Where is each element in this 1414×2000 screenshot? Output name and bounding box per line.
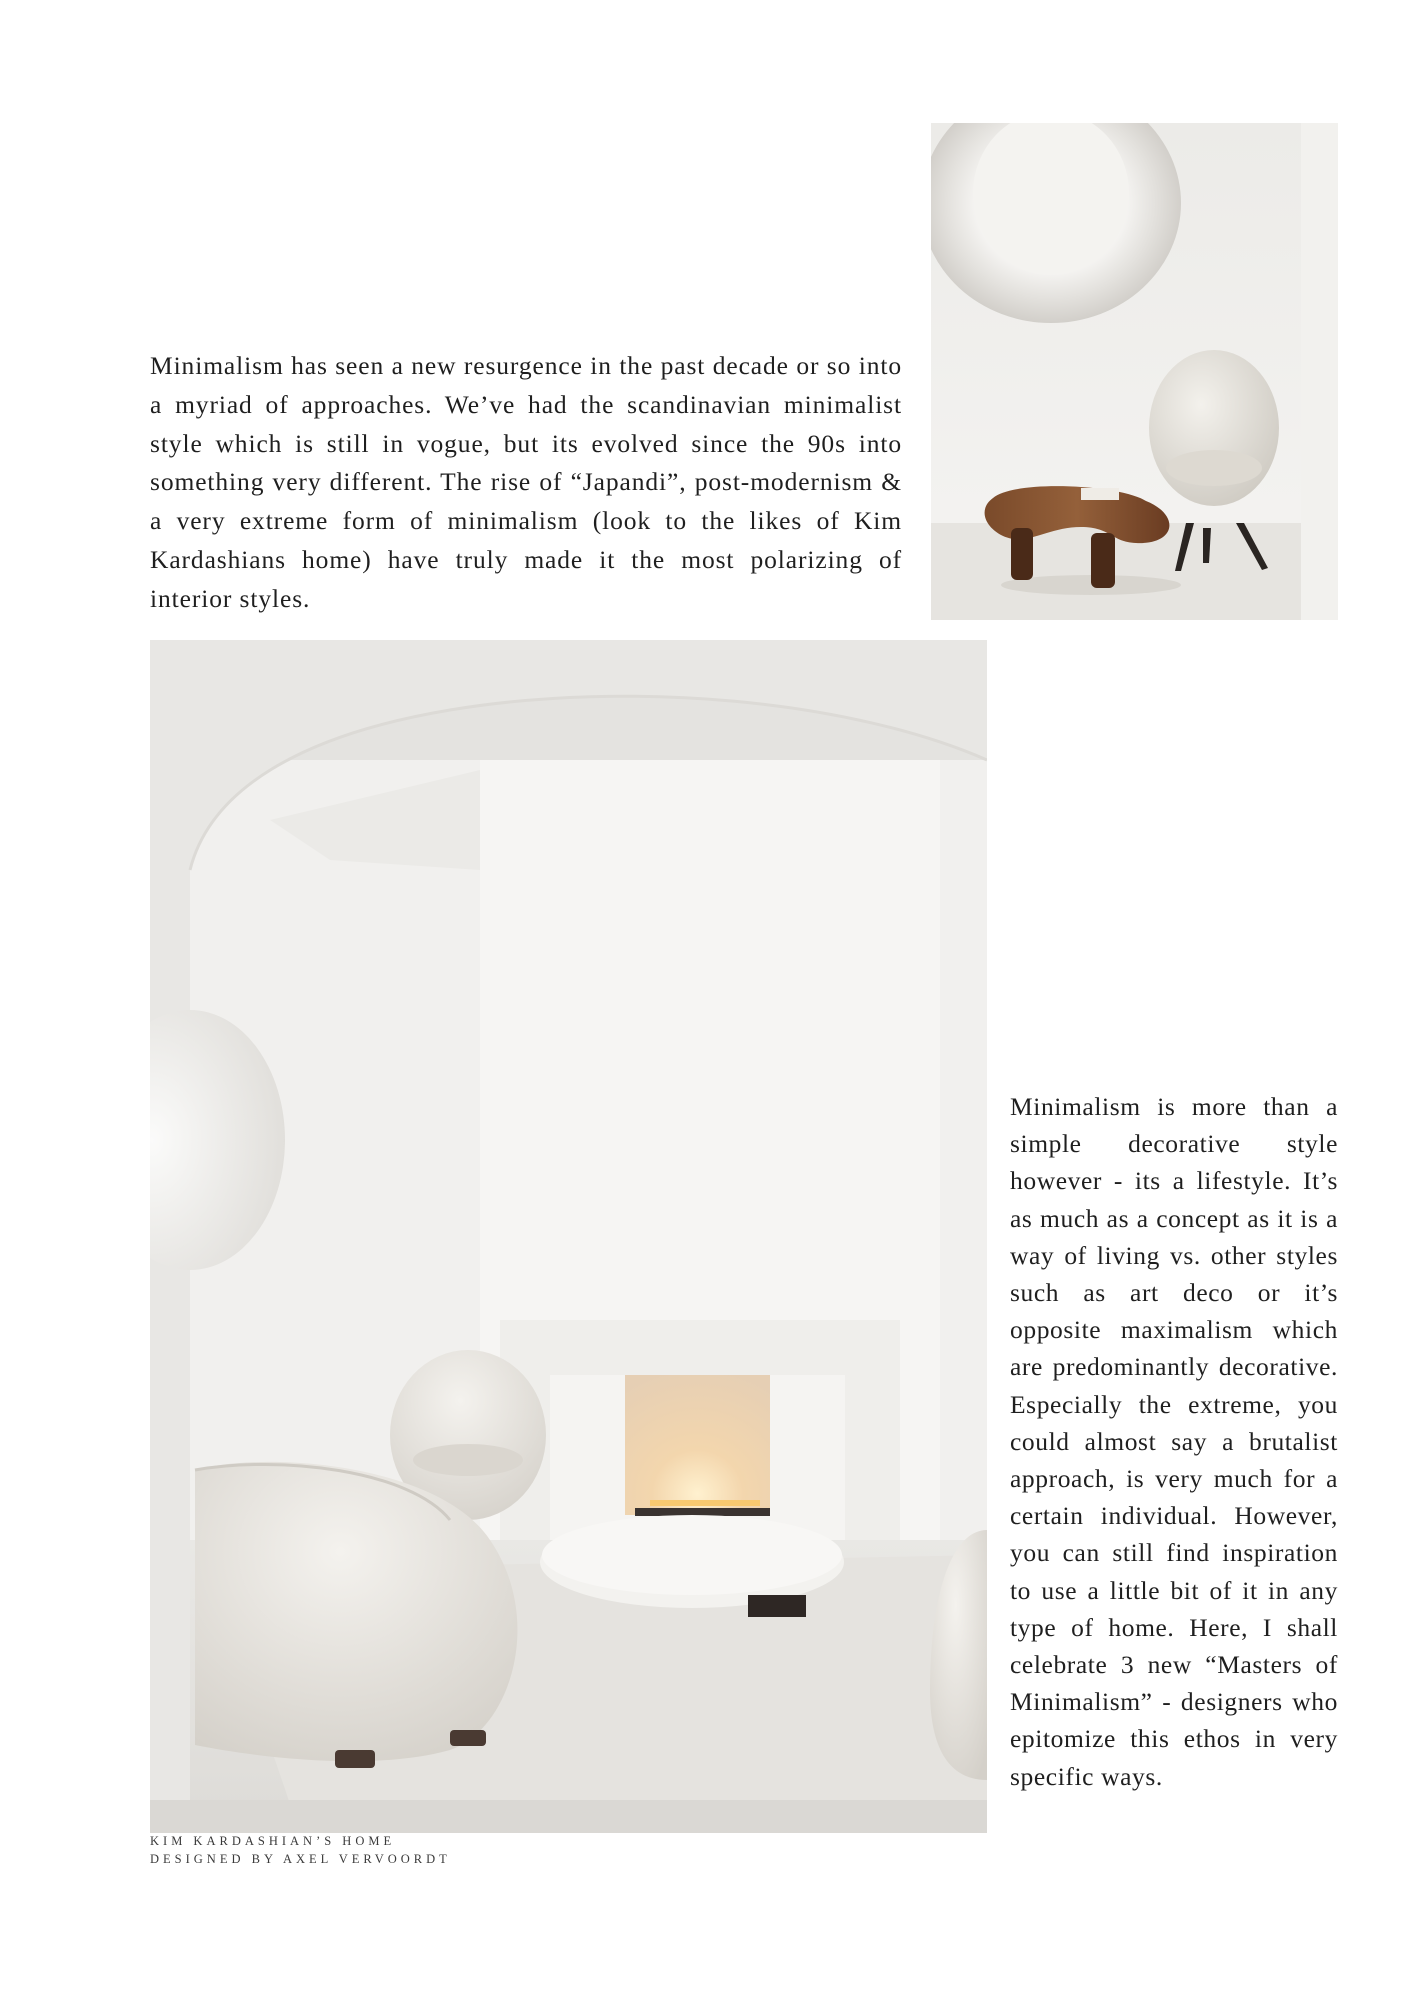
photo-caption — [150, 1832, 451, 1868]
living-room-fireplace-photo — [150, 640, 987, 1833]
caption-line-1: KIM KARDASHIAN’S HOME — [150, 1834, 396, 1848]
side-paragraph: Minimalism is more than a simple decorative style however - its a lifestyle. It’s as much as a concept as it is a way of living vs. other styles such as art deco or it’s opposite maximalism which are predominantly decorative. Especially the extreme, you could almost say a brutalist approach, is very much for a certain individual. However, you can still find inspiration to use a little bit of it in any type of home. Here, I shall celebrate 3 new “Masters of Minimalism” - designers who epitomize this ethos in very specific ways. — [1010, 1092, 1338, 1791]
caption-line-2: DESIGNED BY AXEL VERVOORDT — [150, 1852, 451, 1866]
armchair-coffee-table-photo — [931, 123, 1338, 620]
intro-paragraph: Minimalism has seen a new resurgence in the past decade or so into a myriad of approaches. We’ve had the scandinavian minimalist style which is still in vogue, but its evolved since the 90s into something very different. The rise of “Japandi”, post-modernism & a very extreme form of minimalism (look to the likes of Kim Kardashians home) have truly made it the most polarizing of interior styles. — [150, 351, 902, 613]
